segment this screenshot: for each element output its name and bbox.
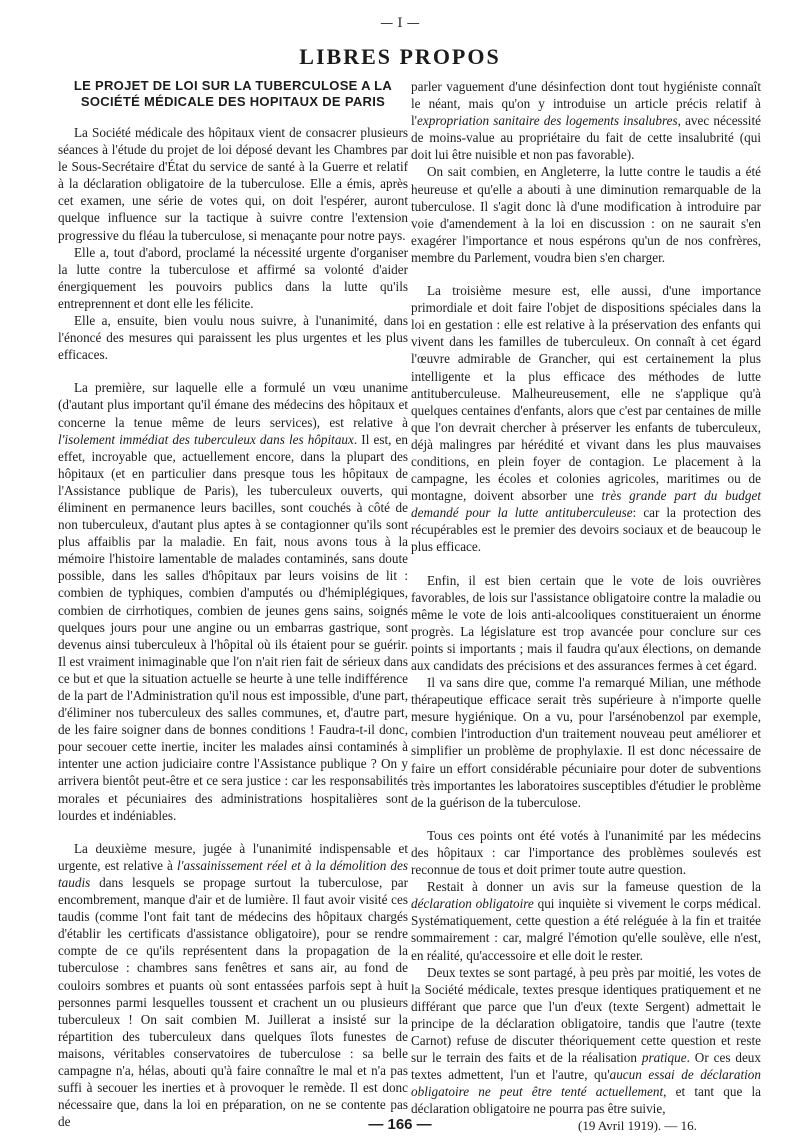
italic-phrase: pratique — [641, 1050, 687, 1066]
paragraph: parler vaguement d'une désinfection dont tout hygiéniste connaît le néant, mais qu'on y introduise un article précis relatif à l'expropriation sanitaire des logements insalubres, avec nécessité de moins-value au propriétaire du fait de cette insalubrité (qui doit lui être nuisible et non pas favorable). — [411, 79, 761, 163]
issue-date: (19 Avril 1919). — 16. — [578, 1118, 697, 1133]
italic-phrase: l'isolement immédiat des tuberculeux dans les hôpitaux — [58, 431, 354, 447]
paragraph: Il va sans dire que, comme l'a remarqué Milian, une méthode thérapeutique efficace serait très supérieure à n'importe quelle mesure hygiénique. On a vu, pour l'arsénobenzol par exemple, combien l'introduction d'un traitement nouveau peut améliorer et simplifier un problème de prophylaxie. Il est donc nécessaire de faire un effort considérable pécuniaire pour doter de subventions très importantes les laboratoires susceptibles d'étudier le problème de la guérison de la tuberculose. — [411, 675, 761, 810]
italic-phrase: aucun essai de déclaration obligatoire ne peut être tenté actuellement — [411, 1067, 761, 1100]
italic-phrase: expropriation sanitaire des logements insalubres — [417, 113, 678, 129]
italic-phrase: très grande part du budget demandé pour la lutte antituberculeuse — [411, 488, 761, 521]
paragraph: La première, sur laquelle elle a formulé un vœu unanime (d'autant plus important qu'il émane des médecins des hôpitaux et concerne la tenue même de leurs services), est relative à l'isolement immédiat des tuberculeux dans les hôpitaux. Il est, en effet, incroyable que, actuellement encore, dans la plupart des hôpitaux (et en particulier dans presque tous les hôpitaux de l'Assistance publique de Paris), les tuberculeux ouverts, qui éliminent en permanence leurs bacilles, sont couchés à côté de non tuberculeux, d'autant plus aptes à se contagionner qu'ils sont plus affaiblis par la maladie. En fait, nous avons tous à la mémoire l'histoire lamentable de malades contaminés, sans doute possible, dans les salles d'hôpitaux par leurs voisins de lit : combien de typhiques, combien d'amputés ou d'hémiplégiques, combien de cirrhotiques, combien de jeunes gens sains, soignés quelques jours pour une angine ou un embarras gastrique, sont devenus ainsi tuberculeux à l'hôpital où ils étaient pour se guérir. Il est vraiment inimaginable que l'on n'ait rien fait de sérieux dans ce but et que la situation actuelle se heurte à une telle indifférence de la part de l'Administration qu'il nous est impossible, d'une part, d'éliminer nos tuberculeux des salles communes, et, d'autre part, de les faire soigner dans de bonnes conditions ! Faudra-t-il donc, pour secouer cette inertie, inciter les malades ainsi contaminés à intenter une action judiciaire contre l'Assistance publique ? On y arrivera bientôt peut-être et ce sera justice : car les responsabilités morales et pécuniaires des administrations hospitalières sont lourdes et indéniables. — [58, 380, 409, 823]
page-folio: — I — — [380, 16, 420, 31]
paragraph: La troisième mesure est, elle aussi, d'une importance primordiale et doit faire l'objet de dispositions spéciales dans la loi en gestation : elle est relative à la préservation des enfants qui vivent dans les familles de tuberculeux. On connaît à cet égard l'œuvre admirable de Grancher, qui est certainement la plus intelligente et la plus efficace des méthodes de lutte antituberculeuse. Malheureusement, elle ne s'applique qu'à quelques centaines d'enfants, alors que c'est par centaines de mille que l'on devrait chercher à préserver les enfants de tuberculeux, déjà malingres par hérédité et vivant dans les plus mauvaises conditions, en plein foyer de contagion. Le placement à la campagne, les écoles et colonies agricoles, maritimes ou de montagne, doivent absorber une très grande part du budget demandé pour la lutte antituberculeuse: car la protection des récupérables est le premier des devoirs sociaux et de beaucoup le plus efficace. — [411, 283, 762, 555]
article-title: LE PROJET DE LOI SUR LA TUBERCULOSE A LA SOCIÉTÉ MÉDICALE DES HOPITAUX DE PARIS — [73, 78, 393, 109]
paragraph: La Société médicale des hôpitaux vient de consacrer plusieurs séances à l'étude du projet de loi déposé devant les Chambres par le Sous-Secrétaire d'État du service de santé à la Guerre et relatif à la déclaration obligatoire de la tuberculose. Elle a émis, après cet examen, une série de votes qui, on doit l'espérer, auront quelque influence sur la tactique à suivre contre l'extension progressive du fléau la tuberculose, si menaçante pour notre pays. — [58, 125, 408, 243]
paragraph: Elle a, tout d'abord, proclamé la nécessité urgente d'organiser la lutte contre la tuberculose et affirmé sa volonté d'aider énergiquement les pouvoirs publics dans la lutte qu'ils entreprennent et dont elle les félicite. — [58, 244, 408, 311]
paragraph: Deux textes se sont partagé, à peu près par moitié, les votes de la Société médicale, textes presque identiques pratiquement et ne différant que parce que l'un d'eux (texte Sergent) admettait le principe de la déclaration obligatoire, tandis que l'autre (texte Carnot) refuse de discuter théoriquement cette question et reste sur le terrain des faits et de la réalisation pratique. Or ces deux textes admettent, l'un et l'autre, qu'aucun essai de déclaration obligatoire ne peut être tenté actuellement, et tant que la déclaration obligatoire ne pourra pas être suivie, — [411, 964, 761, 1117]
italic-phrase: déclaration obligatoire — [411, 896, 534, 912]
section-heading: LIBRES PROPOS — [299, 44, 501, 69]
paragraph: La deuxième mesure, jugée à l'unanimité indispensable et urgente, est relative à l'assainissement réel et à la démolition des taudis dans lesquels se propage surtout la tuberculose, par encombrement, manque d'air et de lumière. Il faut avoir visité ces taudis (comme l'ont fait tant de médecins des hôpitaux chargés d'établir les certificats d'assistance obligatoire), pour se rendre compte de ce qu'ils représentent dans la propagation de la tuberculose : chambres sans fenêtres et sans air, au fond de couloirs sombres et puants où sont entassées parfois sept à huit personnes parmi lesquelles toussent et crachent un ou plusieurs tuberculeux ! On sait combien M. Juillerat a insisté sur la répartition des tuberculeux dans quelques îlots funestes de maisons, véritables conservatoires de tuberculose : sa belle campagne n'a, hélas, abouti qu'à faire connaître le mal et n'a pas suffi à secouer les inerties et à provoquer le remède. Il est donc nécessaire que, dans la loi en préparation, on ne se contente pas de — [58, 840, 408, 1130]
paragraph: Enfin, il est bien certain que le vote de lois ouvrières favorables, de lois sur l'assistance obligatoire contre la maladie ou même le vote de lois anti-alcooliques constitueraient un énorme progrès. La législature est trop avancée pour conclure sur ces points si importants ; mais il faudra qu'aux élections, on demande aux candidats des précisions et des assurances fermes à cet égard. — [411, 572, 761, 673]
left-column — [58, 78, 408, 1130]
italic-phrase: l'assainissement réel et à la démolition des taudis — [58, 857, 408, 890]
paragraph: Tous ces points ont été votés à l'unanimité par les médecins des hôpitaux : car l'importance des problèmes soulevés est reconnue de tous et doit primer toute autre question. — [411, 827, 761, 878]
paragraph: Restait à donner un avis sur la fameuse question de la déclaration obligatoire qui inquiète si vivement le corps médical. Systématiquement, cette question a été reléguée à la fin et traitée sommairement : car, malgré l'émotion qu'elle soulève, elle n'est, en réalité, qu'accessoire et elle doit le rester. — [411, 879, 761, 963]
page-number: — 166 — — [368, 1116, 432, 1133]
paragraph: Elle a, ensuite, bien voulu nous suivre, à l'unanimité, dans l'énoncé des mesures qui paraissent les plus urgentes et les plus efficaces. — [58, 313, 408, 363]
right-column — [411, 78, 761, 1117]
paragraph: On sait combien, en Angleterre, la lutte contre le taudis a été heureuse et qu'elle a abouti à une diminution remarquable de la tuberculose. Il s'agit donc là d'une modification à introduire par voie d'amendement à la loi en discussion : on ne saurait s'en exagérer l'importance et nous espérons qu'un de nos confrères, membre du Parlement, voudra bien s'en charger. — [411, 164, 761, 265]
